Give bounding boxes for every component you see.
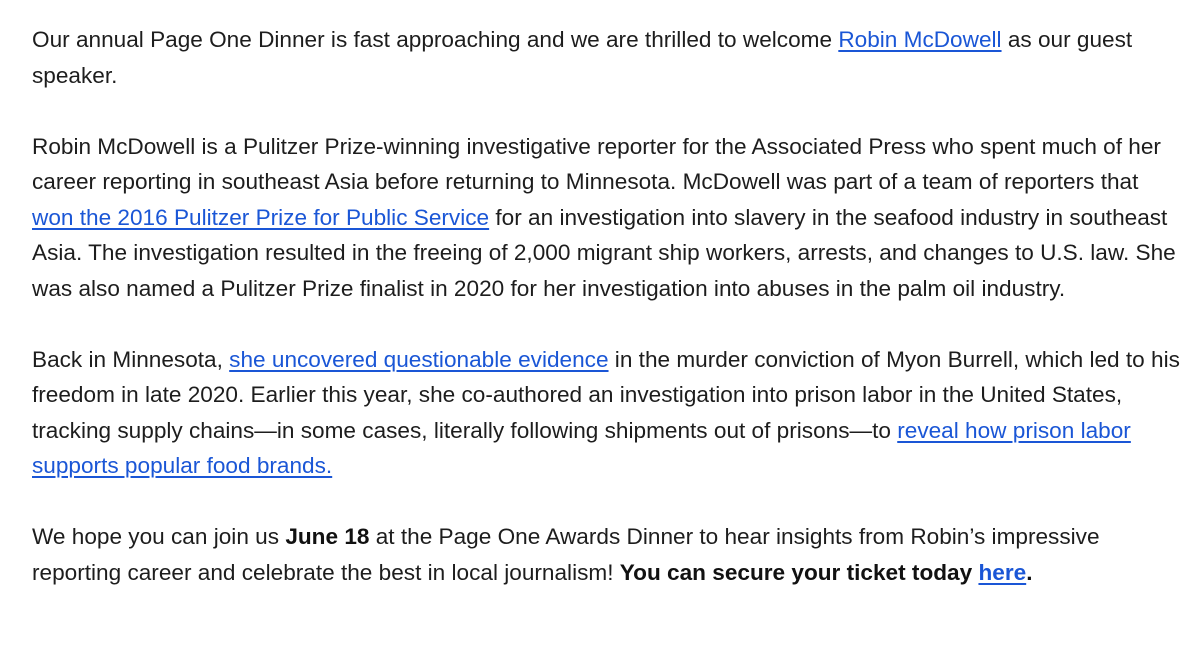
invitation-text-2: at the Page One Awards Dinner to hear insights from Robin’s impressive reporting career and celebrate the best in local journalism!: [32, 524, 1100, 585]
bio-text-1: Robin McDowell is a Pulitzer Prize-winning investigative reporter for the Associated Press who spent much of her career reporting in southeast Asia before returning to Minnesota. McDowell was part of a team of reporters that: [32, 133, 1161, 194]
bio-paragraph: [32, 129, 1180, 307]
ticket-cta-period: .: [1026, 559, 1033, 585]
prison-labor-link[interactable]: reveal how prison labor supports popular food brands.: [32, 417, 1131, 478]
robin-mcdowell-link[interactable]: Robin McDowell: [838, 27, 1002, 52]
ticket-here-link[interactable]: here: [978, 559, 1027, 585]
minnesota-text-2: in the murder conviction of Myon Burrell, which led to his freedom in late 2020. Earlier this year, she co-authored an investigation into prison labor in the United States, tracking supply chains—in some cases, literally following shipments out of prisons—to: [32, 346, 1180, 443]
minnesota-paragraph: [32, 342, 1180, 484]
ticket-cta: [620, 560, 1033, 585]
intro-paragraph: [32, 22, 1180, 93]
invitation-text-1: We hope you can join us: [32, 524, 286, 549]
pulitzer-2016-link[interactable]: won the 2016 Pulitzer Prize for Public Service: [32, 204, 490, 230]
ticket-cta-text: You can secure your ticket today: [619, 559, 979, 585]
invitation-paragraph: [32, 519, 1180, 590]
intro-text-2: as our guest speaker.: [32, 27, 1133, 88]
intro-text-1: Our annual Page One Dinner is fast approaching and we are thrilled to welcome: [32, 27, 839, 52]
event-date: June 18: [285, 524, 370, 549]
questionable-evidence-link[interactable]: she uncovered questionable evidence: [229, 346, 609, 372]
bio-text-2: for an investigation into slavery in the seafood industry in southeast Asia. The investigation resulted in the freeing of 2,000 migrant ship workers, arrests, and changes to U.S. law. She was also named a Pulitzer Prize finalist in 2020 for her investigation into abuses in the palm oil industry.: [32, 204, 1176, 301]
minnesota-text-1: Back in Minnesota,: [32, 346, 230, 372]
